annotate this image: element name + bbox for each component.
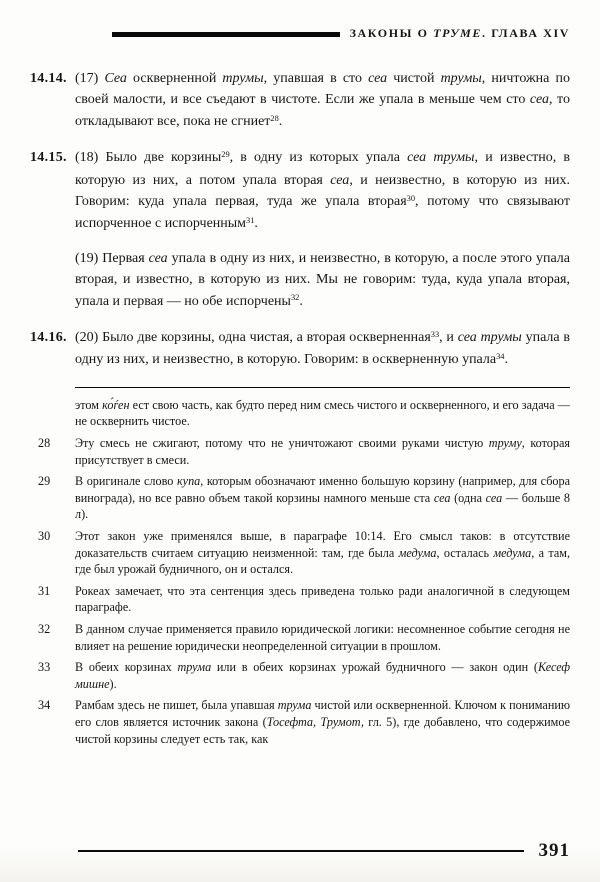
- footnote-text: [75, 697, 570, 747]
- main-text: [30, 68, 571, 372]
- text-run: (20) Было две корзины, одна чистая, а вторая оскверненная: [75, 330, 431, 346]
- footnote-text: [75, 528, 570, 578]
- running-head: [30, 26, 570, 41]
- italic-term: сеа: [368, 71, 388, 86]
- footnote-ref: 30: [406, 193, 416, 203]
- italic-term: медума: [398, 545, 437, 560]
- text-run: .: [254, 216, 258, 232]
- page-number: 391: [538, 840, 570, 861]
- paragraph-14-15: [30, 147, 571, 236]
- footnote-separator: [75, 387, 570, 388]
- text-run: В оригинале слово: [75, 474, 177, 489]
- text-run: ест свою часть, как будто перед ним смесь чистого и оскверненного, и его задача — не осквернить чистое.: [75, 397, 570, 429]
- footnote-ref: 32: [290, 293, 300, 303]
- italic-term: трума: [277, 698, 312, 713]
- paragraph-text: [75, 327, 570, 372]
- italic-term: сеа: [330, 172, 350, 188]
- text-run: , и: [439, 330, 458, 346]
- paragraph-text: [75, 68, 570, 133]
- footnote-30: [38, 528, 571, 578]
- footnote-number: 31: [38, 583, 51, 598]
- text-run: , то откладывают все, пока не сгниет: [75, 92, 570, 129]
- text-run: ЗАКОНЫ О: [349, 26, 434, 40]
- text-run: — больше 8 л).: [75, 490, 570, 522]
- footnote-number: 32: [38, 622, 51, 636]
- text-run: чистой или оскверненной. Ключом к пониманию его слов является источник закона (: [75, 698, 570, 729]
- italic-term: сеа: [148, 250, 168, 266]
- footnote-ref: 34: [496, 352, 505, 362]
- text-run: этом: [75, 397, 103, 412]
- italic-term: сеа трумы: [457, 330, 522, 346]
- text-run: , ничтожна по своей малости, и все съедают в чистоте. Если же упала в меньше чем сто: [75, 71, 570, 108]
- footnote-ref: 28: [270, 113, 279, 123]
- footer-rule: [78, 850, 524, 853]
- halacha-number: 14.16.: [30, 330, 67, 346]
- text-run: , и неизвестно, в которую из них. Говорим: куда упала первая, туда же упала вторая: [75, 172, 570, 210]
- footnotes-block: [38, 397, 571, 747]
- footnote-34: [38, 697, 570, 747]
- italic-term: сеа трумы: [407, 150, 475, 166]
- text-run: , упавшая в сто: [263, 71, 369, 86]
- text-run: , потому что связывают испорченное с испорченным: [75, 194, 570, 232]
- text-run: упала в одну из них, и неизвестно, в которую, а после этого упала вторая, и известно, в которую из них. Мы не говорим: туда, куда упала вторая, упала и первая — но обе испорчены: [75, 250, 570, 309]
- text-run: . ГЛАВА XIV: [482, 26, 570, 40]
- italic-term: медума: [493, 545, 532, 560]
- text-run: .: [278, 113, 283, 129]
- text-run: .: [299, 293, 303, 309]
- italic-term: Кесеф мишне: [75, 660, 570, 691]
- text-run: , в одну из которых упала: [229, 150, 408, 166]
- paragraph-text: [75, 147, 570, 236]
- italic-term: Тосефта, Трумот,: [266, 714, 364, 729]
- text-run: упала в одну из них, и неизвестно, в которую. Говорим: в оскверненную упала: [75, 330, 571, 368]
- italic-term: трума: [177, 660, 212, 675]
- text-run: Этот закон уже применялся выше, в параграфе 10:14. Его смысл таков: в отсутствие доказательств считаем ситуацию неизменной: там, где была: [75, 529, 570, 560]
- footnote-31: [38, 583, 570, 616]
- footnote-ref: 31: [246, 216, 255, 226]
- paragraph-14-16: [30, 327, 571, 372]
- text-run: , а там, где был урожай будничного, он и остался.: [75, 545, 571, 577]
- italic-term: ко́ѓен: [102, 397, 130, 412]
- text-run: чистой: [387, 71, 441, 86]
- text-run: В данном случае применяется правило юридической логики: несомненное событие сегодня не влияет на решение юридически неопределенной ситуации в прошлом.: [75, 622, 570, 653]
- text-run: (одна: [450, 490, 486, 505]
- page-footer: [78, 840, 570, 862]
- footnote-number: 30: [38, 529, 51, 544]
- text-run: или в обеих корзинах урожай будничного — закон один (: [211, 660, 538, 675]
- footnote-33: [38, 659, 570, 692]
- text-run: , которым обозначают именно большую корзину (например, для сбора винограда), но все равно объем такой корзины намного меньше ста: [75, 474, 570, 505]
- text-run: В обеих корзинах: [75, 660, 178, 675]
- text-run: (18) Было две корзины: [75, 150, 222, 166]
- italic-term: ТРУМЕ: [433, 26, 483, 40]
- text-run: ).: [109, 676, 117, 691]
- text-run: (19) Первая: [75, 250, 149, 266]
- text-run: гл. 5), где добавлено, что содержимое чистой корзины следует есть так, как: [75, 714, 570, 746]
- text-run: оскверненной: [126, 71, 223, 86]
- halacha-number: 14.14.: [30, 71, 67, 86]
- footnote-text: [75, 435, 570, 468]
- footnote-29: [38, 473, 570, 523]
- footnote-number: 33: [38, 660, 51, 675]
- footnote-text: [75, 583, 570, 616]
- footnote-32: [38, 621, 570, 654]
- text-run: Эту смесь не сжигают, потому что не уничтожают своими руками чистую: [75, 436, 489, 451]
- halacha-number: 14.15.: [30, 150, 67, 166]
- footnote-text: [75, 397, 570, 430]
- text-run: .: [504, 352, 508, 368]
- paragraph-text: [75, 248, 570, 313]
- paragraph-19: [75, 248, 570, 313]
- text-run: , которая присутствует в смеси.: [75, 436, 570, 467]
- footnote-text: [75, 473, 570, 523]
- footnote-number: 29: [38, 474, 51, 489]
- footnote-ref: 33: [430, 329, 440, 339]
- footnote-28: [38, 435, 570, 468]
- footnote-text: [75, 659, 570, 692]
- text-run: , осталась: [436, 545, 494, 560]
- footnote-continuation: [75, 397, 570, 430]
- footnote-number: 28: [38, 436, 51, 451]
- text-run: Рамбам здесь не пишет, была упавшая: [75, 698, 278, 713]
- text-run: , и известно, в которую из них, а потом упала вторая: [75, 150, 571, 188]
- italic-term: сеа: [529, 92, 549, 108]
- footnote-text: [75, 621, 570, 654]
- chapter-title: [350, 26, 570, 41]
- italic-term: трумы: [440, 71, 482, 86]
- text-run: (17): [75, 71, 105, 86]
- italic-term: сеа: [485, 490, 503, 505]
- footnote-number: 34: [38, 698, 51, 713]
- text-run: Рокеах замечает, что эта сентенция здесь приведена только ради аналогичной в следующем параграфе.: [75, 583, 570, 615]
- italic-term: сеа: [433, 490, 451, 505]
- italic-term: купа: [176, 474, 201, 489]
- italic-term: трумы: [222, 71, 264, 86]
- italic-term: Сеа: [104, 71, 127, 86]
- paragraph-14-14: [30, 68, 570, 133]
- header-rule: [112, 32, 340, 37]
- italic-term: труму: [488, 436, 522, 451]
- footnote-ref: 29: [221, 150, 230, 160]
